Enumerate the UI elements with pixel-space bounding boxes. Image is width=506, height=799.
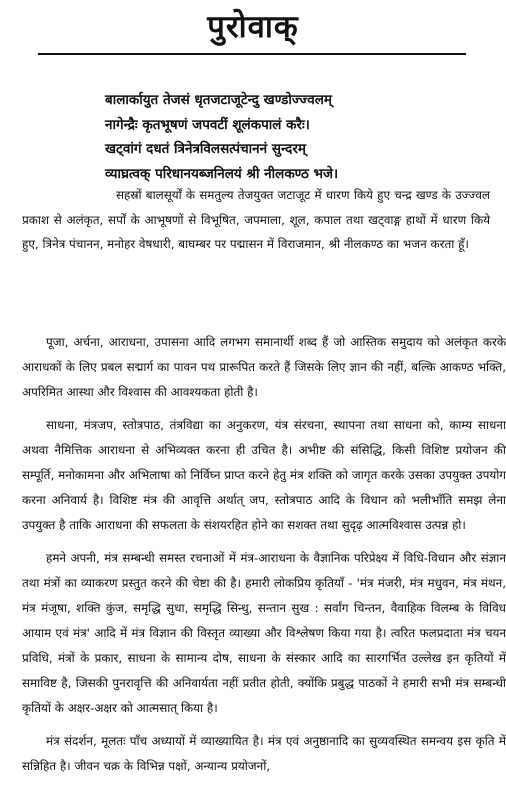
verse-line: खट्वांगं दधतं त्रिनेत्रविलसत्पंचाननं सुन्दरम् xyxy=(105,141,306,157)
paragraph: मंत्र संदर्शन, मूलतः पाँच अध्यायों में व्याख्यायित है। मंत्र एवं अनुष्ठानादि का सुव्यवस्थित समन्वय इस कृति में सन्निहित है। जीवन चक्र के विभिन्न पक्षों, अन्यान्य प्रयोजनों, xyxy=(22,734,506,773)
paragraph: साधना, मंत्रजप, स्तोत्रपाठ, तंत्रविद्या का अनुकरण, यंत्र संरचना, स्थापना तथा साधना को, काम्य साधना अथवा नैमित्तिक आराधना से अभिव्यक्त करना ही उचित है। अभीष्ट की संसिद्धि, किसी विशिष्ट प्रयोजन की सम्पूर्ति, मनोकामना और अभिलाषा को निर्विघ्न प्राप्त करने हेतु मंत्र शक्ति को जागृत करके उसका उपयुक्त उपयोग करना अनिवार्य है। विशिष्ट मंत्र की आवृत्ति अर्थात् जप, स्तोत्रपाठ आदि के विधान को भलीभाँति समझ लेना उपयुक्त है ताकि आराधना की सफलता के संशयरहित होने का सशक्त तथा सुदृढ़ आत्मविश्वास उत्पन्न हो। xyxy=(22,418,506,532)
sanskrit-verse xyxy=(105,88,485,186)
paragraph: पूजा, अर्चना, आराधना, उपासना आदि लगभग समानार्थी शब्द हैं जो आस्तिक समुदाय को अलंकृत करके आराधकों के लिए प्रबल सद्मार्ग का पावन पथ प्रारूपित करते हैं जिसके लिए ज्ञान की नहीं, बल्कि आकण्ठ भक्ति, अपरिमित आस्था और विश्वास की आवश्यकता होती है। xyxy=(22,335,506,399)
title-divider xyxy=(38,53,466,55)
verse-line: व्याघ्रत्वक् परिधानयब्जनिलयं श्री नीलकण्ठ भजे। xyxy=(105,165,339,182)
page-title: पुरोवाक् xyxy=(207,9,299,45)
body-text xyxy=(22,330,506,779)
paragraph: हमने अपनी, मंत्र सम्बन्धी समस्त रचनाओं में मंत्र-आराधना के वैज्ञानिक परिप्रेक्ष्य में विधि-विधान और संज्ञान तथा मंत्रों का व्याकरण प्रस्तुत करने की चेष्टा की है। हमारी लोकप्रिय कृतियाँ - 'मंत्र मंजरी, मंत्र मधुवन, मंत्र मंथन, मंत्र मंजूषा, शक्ति कुंज, समृद्धि सुधा, समृद्धि सिन्धु, सन्तान सुख : सर्वांग चिन्तन, वैवाहिक विलम्ब के विविध आयाम एवं मंत्र' आदि में मंत्र विज्ञान की विस्तृत व्याख्या और विश्लेषण किया गया है। त्वरित फलप्रदाता मंत्र चयन प्रविधि, मंत्रों के प्रकार, साधना के सामान्य दोष, साधना के संस्कार आदि का सारगर्भित उल्लेख इन कृतियों में समाविष्ट है, जिसकी पुनरावृत्ति की अनिवार्यता नहीं प्रतीत होती, क्योंकि प्रबुद्ध पाठकों ने हमारी सभी मंत्र सम्बन्धी कृतियों के अक्षर-अक्षर को आत्मसात् किया है। xyxy=(22,551,506,715)
verse-line: नागेन्द्रैः कृतभूषणं जपवटीं शूलंकपालं करैः। xyxy=(105,116,310,133)
verse-line: बालार्कायुत तेजसं धृतजटाजूटेन्दु खण्डोज्ज्वलम् xyxy=(105,92,333,108)
verse-translation: सहस्रों बालसूर्यों के समतुल्य तेजयुक्त जटाजूट में धारण किये हुए चन्द्र खण्ड के उज्ज्वल प्रकाश से अलंकृत, सर्पों के आभूषणों से विभूषित, जपमाला, शूल, कपाल तथा खट्वाङ्ग हाथों में धारण किये हुए, त्रिनेत्र पंचानन, मनोहर वेषधारी, बाघम्बर पर पद्मासन में विराजमान, श्री नीलकण्ठ का भजन करता हूँ। xyxy=(22,188,490,252)
